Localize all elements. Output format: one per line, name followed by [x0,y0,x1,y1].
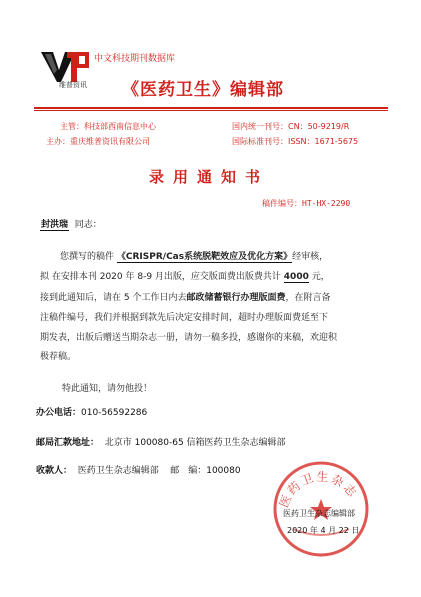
body-line-2 [40,269,330,282]
signature-date: 2020 年 4 月 22 日 [287,526,360,535]
postcode-value: 100080 [206,466,241,476]
sponsor-value: 科技部西南信息中心 [84,122,156,131]
signature-org: 医药卫生杂志编辑部 [283,509,355,518]
host-label: 主办： [46,137,70,146]
closing-line: 特此通知，请勿他投！ [62,384,153,394]
bank-name: 邮政储蓄银行办理版面费 [186,293,286,303]
manuscript-number: 稿件编号：HT-HX-2290 [262,199,351,208]
header-rule-thin [34,110,388,111]
cn-line [232,121,349,132]
logo-caption: 维普资讯 [59,81,87,89]
body-l1-suffix: 经审核， [292,252,329,262]
office-phone-line [36,405,147,418]
editorial-title: 《医药卫生》编辑部 [122,80,284,100]
stamp-text: 医药卫生杂志 [276,469,361,510]
author-name: 封洪瑞 [41,220,69,230]
fee-amount: 4000 [283,272,309,282]
recipient-line [36,463,241,476]
issn-label: 国际标准刊号： [232,137,288,146]
phone-label: 办公电话： [36,408,82,418]
recipient-label: 收款人： [36,466,73,476]
body-l2-b: 元， [311,272,330,282]
body-l3-a: 接到此通知后，请在 5 个工作日内去 [40,293,187,303]
phone-value: 010-56592286 [81,408,148,418]
greeting-suffix: 同志： [74,220,102,230]
body-line-3 [40,290,330,303]
body-l1-prefix: 您撰写的稿件 [60,252,115,262]
postcode-label: 邮 编： [170,466,207,476]
issn-value: ISSN：1671-5675 [288,137,359,146]
remit-address: 北京市 100080-65 信箱医药卫生杂志编辑部 [104,438,286,448]
vip-logo [39,48,91,84]
body-line-5: 期发表，出版后赠送当期杂志一册，请勿一稿多投，感谢你的来稿，欢迎积 [40,333,338,343]
body-line-1 [60,249,328,262]
greeting [40,217,102,230]
recipient-name: 医药卫生杂志编辑部 [77,466,159,476]
paper-title: 《CRISPR/Cas系统脱靶效应及优化方案》 [116,252,293,262]
sponsor-line [60,121,156,132]
sponsor-label: 主管： [60,122,84,131]
host-line [46,136,150,147]
issn-line [232,136,358,147]
body-l3-b: ，在附言备 [285,293,331,303]
body-l2-a: 拟 在安排本刊 2020 年 8-9 月出版，应交版面费出版费共计 [40,272,281,282]
host-value: 重庆维普资讯有限公司 [70,137,150,146]
cn-value: CN：50-9219/R [288,122,350,131]
remit-line [36,435,286,448]
database-name: 中文科技期刊数据库 [94,54,176,64]
remit-label: 邮局汇款地址： [36,438,100,448]
cn-label: 国内统一刊号： [232,122,288,131]
body-line-4: 注稿件编号，我们并根据到款先后决定安排时间，超时办理版面费延至下 [40,313,329,323]
header-rule-thick [34,107,388,109]
body-line-6: 极荐稿。 [40,352,77,362]
notice-title: 录用通知书 [149,168,270,186]
